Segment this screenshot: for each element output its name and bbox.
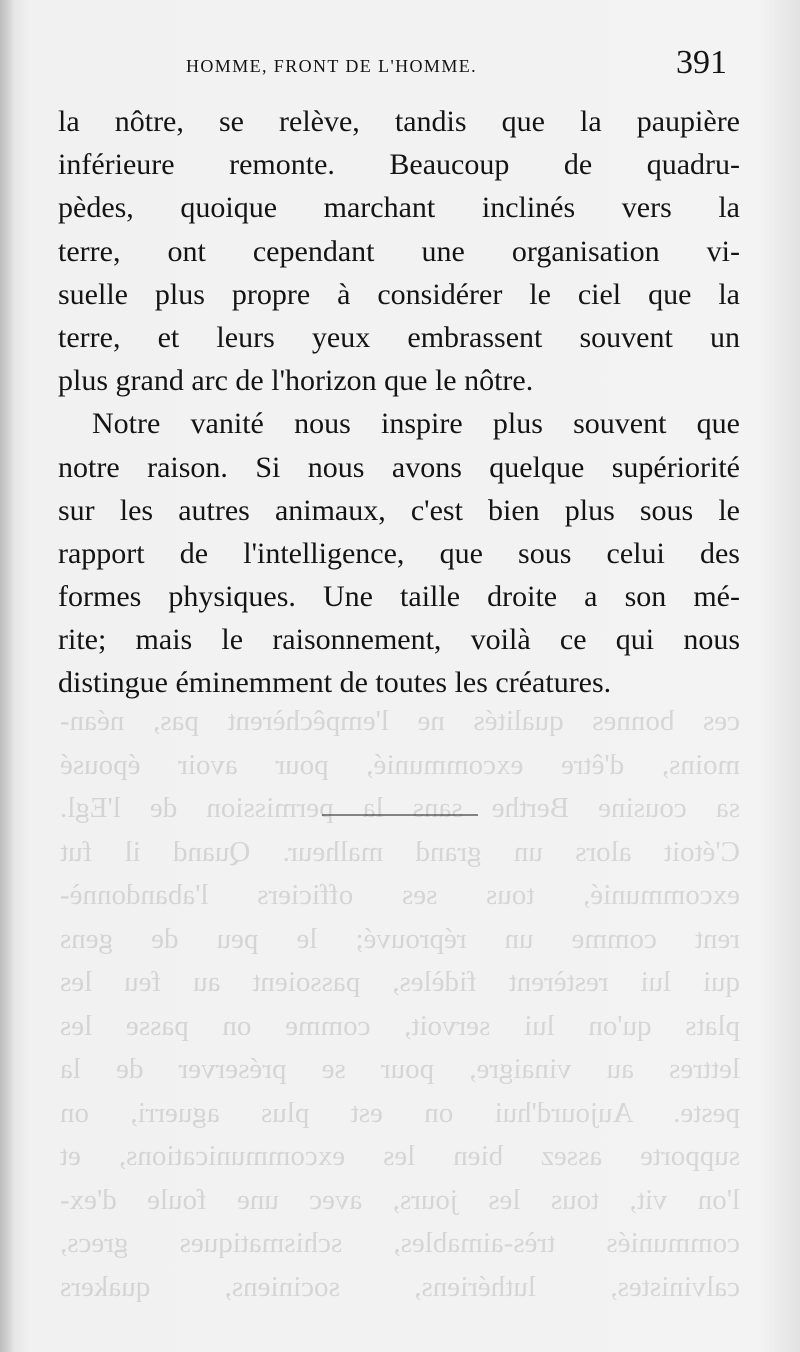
paragraph-1-line: pèdes, quoique marchant inclinés vers la	[58, 191, 740, 225]
paragraph-2-line: formes physiques. Une taille droite a son mé-	[58, 580, 740, 614]
body-text	[58, 100, 740, 705]
running-title: HOMME, FRONT DE L'HOMME.	[186, 56, 478, 76]
show-through-rule	[322, 814, 478, 816]
paragraph-1-line: plus grand arc de l'horizon que le nôtre.	[58, 364, 534, 398]
paragraph-2-line: distingue éminemment de toutes les créatures.	[58, 666, 612, 700]
show-through-line: peste. Aujourd'hui on est plus aguerri, on	[60, 1096, 740, 1129]
show-through-line: l'on vit, tous les jours, avec une foule d'ex-	[60, 1183, 740, 1216]
show-through-line: C'étoit alors un grand malheur. Quand il fut	[60, 835, 740, 868]
show-through-line: sa cousine Berthe sans la permission de l'Egl.	[60, 792, 740, 824]
show-through-line: lettres au vinaigre, pour se préserver de la	[60, 1053, 740, 1085]
show-through-line: calvinistes, luthériens, sociniens, quakers	[60, 1270, 740, 1303]
spine-shadow	[0, 0, 14, 1352]
paragraph-2-line: sur les autres animaux, c'est bien plus sous le	[58, 493, 740, 527]
show-through-line: qui lui restèrent fidèles, passoient au feu les	[60, 966, 740, 998]
show-through-line: plats qu'on lui servoit, comme on passe les	[60, 1009, 740, 1042]
paragraph-2-line: rite; mais le raisonnement, voilà ce qui nous	[58, 623, 740, 657]
show-through-line: supporte assez bien les excommunications, et	[60, 1140, 740, 1172]
paragraph-2-line: rapport de l'intelligence, que sous celui des	[58, 536, 740, 570]
paragraph-1-line: terre, et leurs yeux embrassent souvent un	[58, 320, 740, 354]
paragraph-1-line: terre, ont cependant une organisation vi-	[58, 234, 740, 268]
show-through-line: communiés très-aimables, schismatiques grecs,	[60, 1227, 740, 1259]
show-through-line: excommunié, tous ses officiers l'abandonnè-	[60, 879, 740, 911]
paragraph-1-line: suelle plus propre à considérer le ciel que la	[58, 277, 740, 311]
show-through-text	[60, 700, 740, 1309]
show-through-line: moins, d'être excommunié, pour avoir épousé	[60, 748, 740, 781]
paragraph-2-line: notre raison. Si nous avons quelque supériorité	[58, 450, 740, 484]
paragraph-1-line: la nôtre, se relève, tandis que la paupière	[58, 105, 740, 138]
show-through-line: rent comme un réprouvé; le peu de gens	[60, 922, 740, 955]
paragraph-2-line: Notre vanité nous inspire plus souvent que	[92, 407, 740, 441]
page-number: 391	[676, 44, 727, 81]
paragraph-1-line: inférieure remonte. Beaucoup de quadru-	[58, 148, 740, 182]
show-through-line: ces bonnes qualités ne l'empêchèrent pas, néan-	[60, 705, 740, 737]
